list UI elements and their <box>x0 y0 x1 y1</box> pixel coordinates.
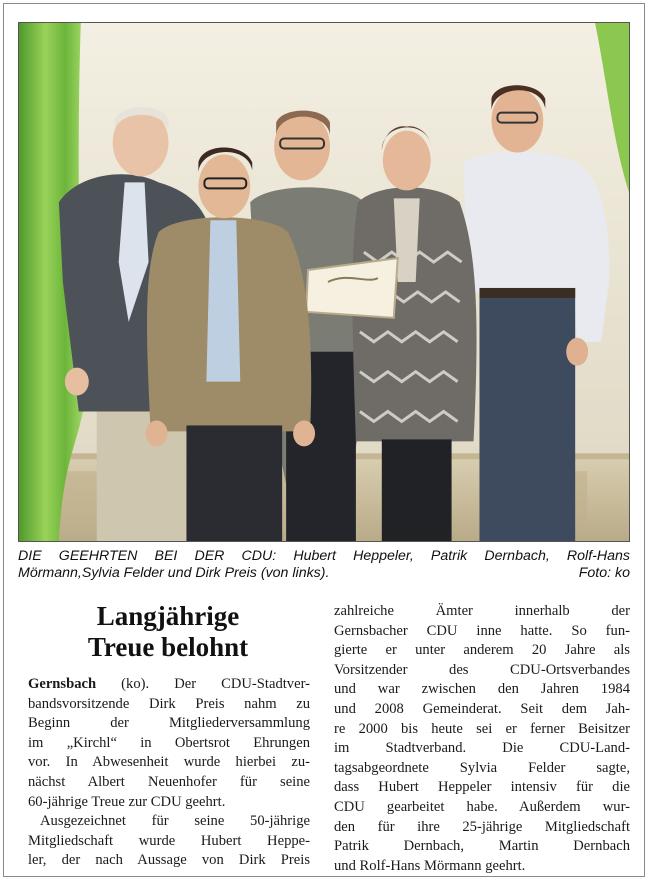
article-line: gierte er unter anderem 20 Jahre als <box>334 642 630 659</box>
headline-line-1: Langjährige <box>96 601 240 631</box>
article-line: im „Kirchl“ in Obertsrot Ehrungen <box>28 734 310 751</box>
article-line: Vorsitzender des CDU-Ortsverbandes <box>334 661 630 678</box>
article-line: nächst Albert Neuenhofer für seine <box>28 773 310 790</box>
article-line: tagsabgeordnete Sylvia Felder sagte, <box>334 759 630 776</box>
article-line: zahlreiche Ämter innerhalb der <box>334 603 630 619</box>
article-line: den für ihre 25-jährige Mitgliedschaft <box>334 818 630 835</box>
article-line: dass Hubert Heppeler intensiv für die <box>334 779 630 796</box>
article-column-left <box>28 675 310 871</box>
article-line: Mitgliedschaft wurde Hubert Heppe- <box>28 832 310 849</box>
article-line: Patrik Dernbach, Martin Dernbach <box>334 838 630 855</box>
article-line: im Stadtverband. Die CDU-Land- <box>334 740 630 757</box>
article-headline <box>18 601 318 663</box>
article-line: re 2000 bis heute sei er ferner Beisitzer <box>334 720 630 737</box>
article-line: und war zwischen den Jahren 1984 <box>334 681 630 698</box>
article-line: ler, der nach Aussage von Dirk Preis <box>28 852 310 869</box>
photo-caption <box>18 548 630 582</box>
article-line: Der CDU-Stadtver- <box>174 676 310 692</box>
article-line: und 2008 Gemeinderat. Seit dem Jah- <box>334 700 630 717</box>
article-line: Gernsbacher CDU inne hatte. So fun- <box>334 622 630 639</box>
article-line: 60-jährige Treue zur CDU geehrt. <box>28 793 226 810</box>
article-line: bandsvorsitzende Dirk Preis nahm zu <box>28 695 310 712</box>
article-column-right <box>334 602 630 876</box>
caption-line-1: DIE GEEHRTEN BEI DER CDU: Hubert Heppeler, Patrik Dernbach, Rolf-Hans <box>18 548 630 564</box>
headline-line-2: Treue belohnt <box>87 632 249 662</box>
caption-line-2: Mörmann,Sylvia Felder und Dirk Preis (von links). <box>18 565 330 581</box>
photo-credit: Foto: ko <box>578 565 630 581</box>
article-line: Beginn der Mitgliederversammlung <box>28 715 310 732</box>
group-photo <box>18 22 630 542</box>
photo-illustration <box>19 23 629 541</box>
article-line: vor. In Abwesenheit wurde hierbei zu- <box>28 754 310 771</box>
article-dateline: Gernsbach <box>28 676 97 692</box>
article-line: und Rolf-Hans Mörmann geehrt. <box>334 857 526 874</box>
article-line: CDU gearbeitet habe. Außerdem wur- <box>334 798 630 815</box>
article-line: Ausgezeichnet für seine 50-jährige <box>40 813 310 830</box>
article-dateline-suffix: (ko). <box>96 676 175 692</box>
